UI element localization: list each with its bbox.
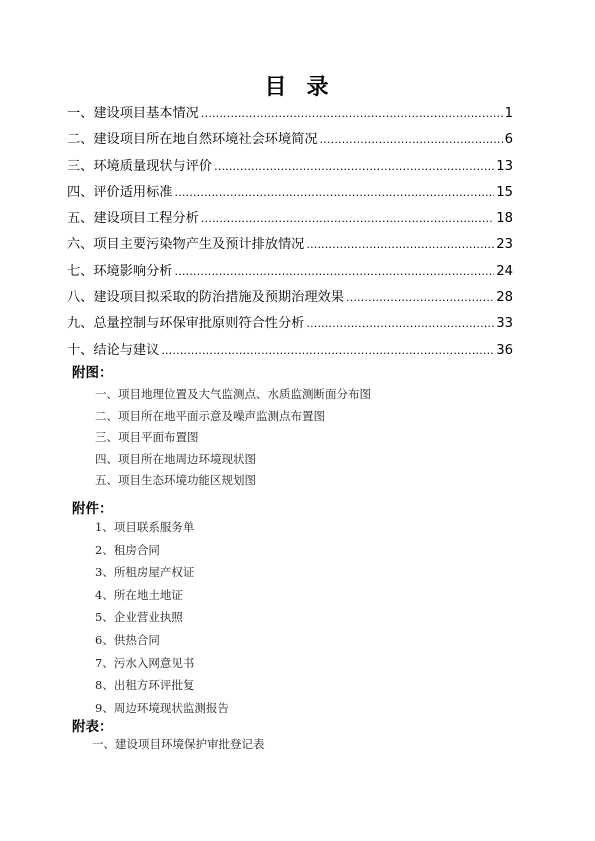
toc-page-number: 18	[496, 211, 513, 227]
toc-entry-9[interactable]	[67, 311, 513, 337]
list-item: 2、租房合同	[95, 542, 160, 557]
table-of-contents	[67, 101, 513, 364]
toc-entry-5[interactable]	[67, 206, 513, 232]
list-item: 四、项目所在地周边环境现状图	[95, 451, 256, 466]
toc-page-number: 36	[496, 342, 513, 358]
list-item: 一、项目地理位置及大气监测点、水质监测断面分布图	[95, 387, 371, 401]
list-item: 5、企业营业执照	[95, 610, 183, 625]
dot-leader	[201, 101, 503, 127]
toc-page-number: 1	[504, 106, 513, 121]
toc-page-number: 23	[496, 237, 513, 253]
dot-leader	[214, 154, 494, 180]
toc-entry-10[interactable]	[67, 338, 513, 364]
title-char-1: 目	[264, 74, 289, 100]
toc-entry-1[interactable]	[67, 101, 513, 127]
list-item: 1、项目联系服务单	[95, 520, 195, 534]
toc-label: 十、结论与建议	[67, 342, 160, 358]
tables-heading: 附表：	[72, 719, 113, 735]
list-item: 3、所租房屋产权证	[95, 565, 195, 580]
toc-label: 六、项目主要污染物产生及预计排放情况	[67, 237, 305, 253]
toc-label: 二、建设项目所在地自然环境社会环境简况	[67, 132, 318, 148]
list-item: 6、供热合同	[95, 632, 160, 647]
toc-page-number: 28	[496, 290, 513, 306]
toc-page-number: 6	[504, 132, 513, 148]
list-item: 二、项目所在地平面示意及噪声监测点布置图	[95, 408, 325, 423]
toc-label: 三、环境质量现状与评价	[67, 158, 213, 174]
dot-leader	[306, 311, 494, 337]
dot-leader	[346, 285, 494, 311]
toc-page-number: 15	[496, 184, 513, 200]
dot-leader	[306, 232, 494, 258]
toc-entry-2[interactable]	[67, 127, 513, 153]
list-item: 4、所在地土地证	[95, 587, 183, 602]
title-char-2: 录	[306, 74, 331, 100]
list-item: 9、周边环境现状监测报告	[95, 700, 229, 715]
dot-leader	[175, 180, 495, 206]
toc-entry-6[interactable]	[67, 232, 513, 258]
toc-label: 四、评价适用标准	[67, 184, 173, 200]
toc-label: 八、建设项目拟采取的防治措施及预期治理效果	[67, 290, 344, 306]
toc-label: 九、总量控制与环保审批原则符合性分析	[67, 316, 305, 332]
dot-leader	[175, 259, 495, 285]
toc-page-number: 13	[496, 158, 513, 174]
toc-label: 一、建设项目基本情况	[67, 106, 199, 121]
list-item: 五、项目生态环境功能区规划图	[95, 473, 256, 487]
figures-list	[95, 384, 371, 492]
toc-label: 五、建设项目工程分析	[67, 211, 199, 227]
toc-entry-3[interactable]	[67, 154, 513, 180]
toc-entry-7[interactable]	[67, 259, 513, 285]
attachments-heading: 附件：	[72, 501, 113, 517]
toc-entry-4[interactable]	[67, 180, 513, 206]
toc-label: 七、环境影响分析	[67, 263, 173, 279]
toc-page-number: 33	[496, 316, 513, 332]
list-item: 7、污水入网意见书	[95, 655, 195, 670]
page-title	[0, 70, 595, 101]
list-item: 三、项目平面布置图	[95, 430, 199, 444]
attachments-list	[95, 516, 229, 719]
toc-entry-8[interactable]	[67, 285, 513, 311]
list-item: 一、建设项目环境保护审批登记表	[92, 737, 265, 751]
dot-leader	[201, 206, 494, 232]
toc-page-number: 24	[496, 263, 513, 279]
dot-leader	[161, 338, 494, 364]
tables-list	[92, 734, 265, 756]
figures-heading: 附图：	[72, 365, 113, 381]
list-item: 8、出租方环评批复	[95, 678, 195, 693]
dot-leader	[320, 127, 503, 153]
